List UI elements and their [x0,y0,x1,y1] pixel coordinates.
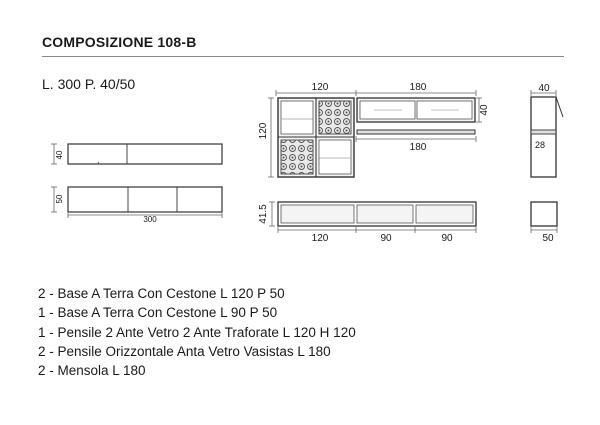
side-view [531,83,563,244]
list-item: 1 - Base A Terra Con Cestone L 90 P 50 [38,305,278,321]
front-base-width-3-label: 90 [441,233,453,244]
list-item: 1 - Pensile 2 Ante Vetro 2 Ante Traforate L 120 H 120 [38,324,356,340]
plan-base-length-label: 300 [143,215,157,224]
overall-dimensions: L. 300 P. 40/50 [42,76,136,92]
plan-view-base-units [51,187,222,224]
plan-pensile-depth-label: 40 [55,150,64,160]
side-base-depth-label: 50 [542,233,554,244]
plan-view-wall-units [51,144,222,164]
list-item: 2 - Mensola L 180 [38,363,146,379]
front-width-left-label: 120 [311,82,329,93]
component-list [38,284,356,380]
side-shelf-depth-label: 28 [534,140,546,150]
front-view [258,82,490,244]
composition-title: COMPOSIZIONE 108-B [42,34,197,50]
fretwork-door-bottom [281,140,313,174]
front-height-right-label: 40 [479,104,490,116]
list-item: 2 - Base A Terra Con Cestone L 120 P 50 [38,286,285,301]
side-top-depth-label: 40 [538,83,550,94]
front-base-width-2-label: 90 [380,233,392,244]
front-base-width-1-label: 120 [311,233,329,244]
plan-base-depth-label: 50 [55,194,64,204]
front-base-height-label: 41.5 [258,204,269,224]
front-shelf-width-label: 180 [409,142,427,153]
list-item: 2 - Pensile Orizzontale Anta Vetro Vasistas L 180 [38,343,331,359]
front-height-left-label: 120 [258,122,269,140]
fretwork-door-top [319,101,351,134]
front-width-right-label: 180 [409,82,427,93]
